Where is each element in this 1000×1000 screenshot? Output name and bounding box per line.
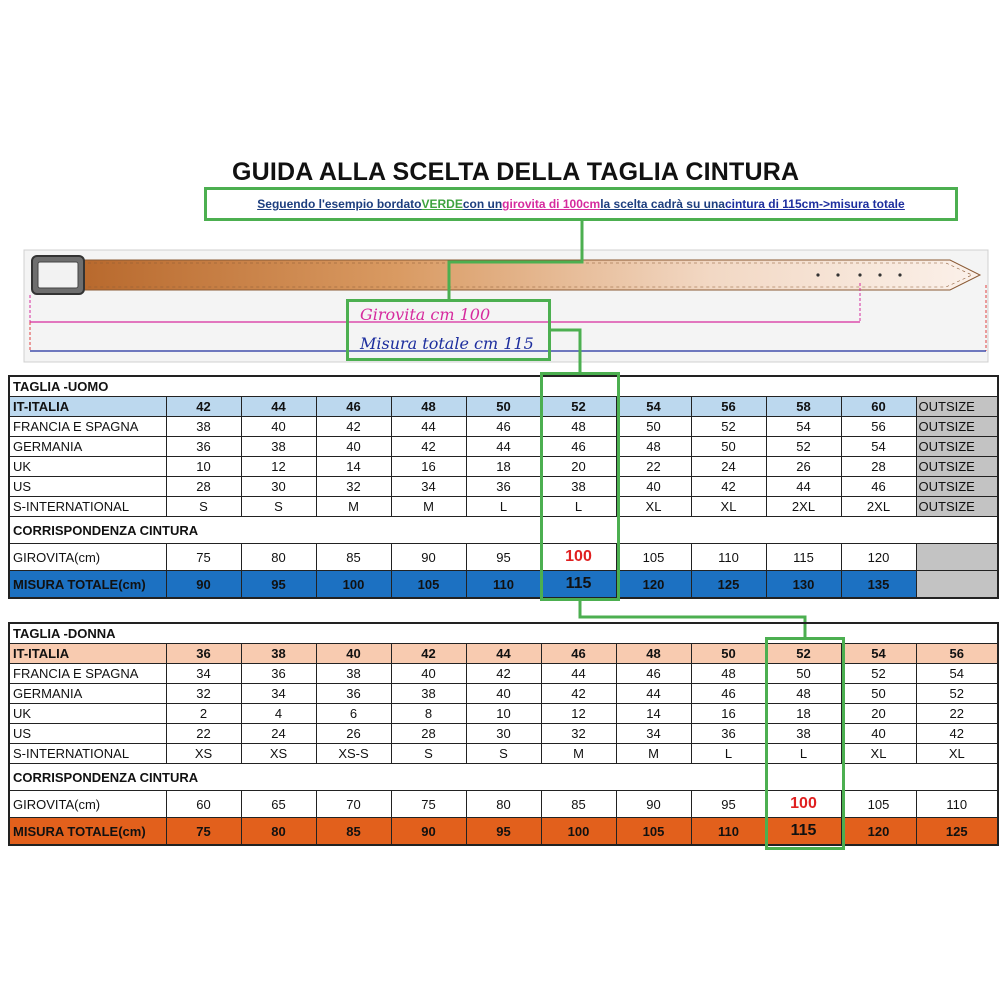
table-cell: S bbox=[166, 497, 241, 517]
table-cell: 120 bbox=[841, 818, 916, 846]
table-cell: 42 bbox=[541, 684, 616, 704]
instruction-green-word: VERDE bbox=[421, 197, 463, 211]
row-label: FRANCIA E SPAGNA bbox=[9, 664, 166, 684]
section-title: TAGLIA -UOMO bbox=[9, 376, 998, 397]
table-cell: OUTSIZE bbox=[916, 397, 998, 417]
table-cell: 12 bbox=[241, 457, 316, 477]
table-cell: 24 bbox=[691, 457, 766, 477]
table-cell: 105 bbox=[391, 571, 466, 599]
table-cell: 110 bbox=[466, 571, 541, 599]
table-cell: OUTSIZE bbox=[916, 457, 998, 477]
table-row bbox=[9, 417, 998, 437]
women-size-table bbox=[8, 622, 999, 846]
table-cell: 32 bbox=[166, 684, 241, 704]
table-cell: 85 bbox=[541, 791, 616, 818]
table-cell: 58 bbox=[766, 397, 841, 417]
instruction-part-1: Seguendo l'esempio bordato bbox=[257, 197, 422, 211]
table-cell bbox=[916, 571, 998, 599]
table-cell: 38 bbox=[316, 664, 391, 684]
table-cell: 105 bbox=[841, 791, 916, 818]
table-cell: 135 bbox=[841, 571, 916, 599]
table-cell: 40 bbox=[241, 417, 316, 437]
table-cell: 125 bbox=[916, 818, 998, 846]
table-cell: 95 bbox=[466, 818, 541, 846]
table-cell: 28 bbox=[166, 477, 241, 497]
table-cell: L bbox=[766, 744, 841, 764]
table-row bbox=[9, 704, 998, 724]
table-cell: 52 bbox=[916, 684, 998, 704]
table-cell: XS bbox=[166, 744, 241, 764]
table-cell: 44 bbox=[466, 644, 541, 664]
table-cell: 60 bbox=[841, 397, 916, 417]
table-cell: 90 bbox=[391, 544, 466, 571]
table-cell: 90 bbox=[616, 791, 691, 818]
table-cell: 28 bbox=[841, 457, 916, 477]
table-cell: OUTSIZE bbox=[916, 417, 998, 437]
table-cell: 42 bbox=[466, 664, 541, 684]
table-cell: S bbox=[466, 744, 541, 764]
row-label: GERMANIA bbox=[9, 684, 166, 704]
table-cell: 6 bbox=[316, 704, 391, 724]
table-cell: 2XL bbox=[841, 497, 916, 517]
table-cell: 115 bbox=[766, 818, 841, 846]
table-cell: 30 bbox=[241, 477, 316, 497]
table-cell: 65 bbox=[241, 791, 316, 818]
row-label: GIROVITA(cm) bbox=[9, 544, 166, 571]
table-cell: 40 bbox=[616, 477, 691, 497]
table-cell: 36 bbox=[166, 437, 241, 457]
table-cell: OUTSIZE bbox=[916, 437, 998, 457]
table-cell: 38 bbox=[241, 437, 316, 457]
table-cell: 32 bbox=[316, 477, 391, 497]
table-cell: 10 bbox=[166, 457, 241, 477]
table-cell: 46 bbox=[541, 644, 616, 664]
table-cell: 40 bbox=[391, 664, 466, 684]
table-cell: L bbox=[541, 497, 616, 517]
table-cell: 30 bbox=[466, 724, 541, 744]
table-cell: 48 bbox=[691, 664, 766, 684]
table-cell: XS bbox=[241, 744, 316, 764]
row-label: GIROVITA(cm) bbox=[9, 791, 166, 818]
table-cell: 16 bbox=[691, 704, 766, 724]
table-cell: 105 bbox=[616, 544, 691, 571]
table-cell: 18 bbox=[766, 704, 841, 724]
row-label: US bbox=[9, 724, 166, 744]
table-cell: L bbox=[691, 744, 766, 764]
totale-label: Misura totale cm 115 bbox=[360, 334, 534, 353]
table-cell: 38 bbox=[391, 684, 466, 704]
table-cell: XS-S bbox=[316, 744, 391, 764]
table-cell: 100 bbox=[766, 791, 841, 818]
corrispondenza-title: CORRISPONDENZA CINTURA bbox=[9, 517, 998, 544]
row-label: MISURA TOTALE(cm) bbox=[9, 818, 166, 846]
table-cell: 36 bbox=[166, 644, 241, 664]
table-cell: 40 bbox=[316, 437, 391, 457]
table-cell: 110 bbox=[916, 791, 998, 818]
table-cell: 46 bbox=[841, 477, 916, 497]
table-row bbox=[9, 684, 998, 704]
table-cell: 75 bbox=[166, 544, 241, 571]
table-cell: 48 bbox=[391, 397, 466, 417]
table-cell: 50 bbox=[616, 417, 691, 437]
row-label: IT-ITALIA bbox=[9, 397, 166, 417]
instruction-girovita: girovita di 100cm bbox=[502, 197, 601, 211]
table-cell: 46 bbox=[316, 397, 391, 417]
table-cell: 14 bbox=[316, 457, 391, 477]
row-label: IT-ITALIA bbox=[9, 644, 166, 664]
table-cell: 110 bbox=[691, 544, 766, 571]
table-cell: 10 bbox=[466, 704, 541, 724]
table-cell: 42 bbox=[166, 397, 241, 417]
table-cell: 38 bbox=[766, 724, 841, 744]
table-cell: 16 bbox=[391, 457, 466, 477]
table-row bbox=[9, 644, 998, 664]
men-size-table bbox=[8, 375, 999, 599]
section-header bbox=[9, 376, 998, 397]
table-cell: 125 bbox=[691, 571, 766, 599]
table-cell: 44 bbox=[391, 417, 466, 437]
table-cell: 100 bbox=[316, 571, 391, 599]
table-cell: 56 bbox=[691, 397, 766, 417]
row-label: S-INTERNATIONAL bbox=[9, 744, 166, 764]
misura-totale-row bbox=[9, 818, 998, 846]
table-cell: 18 bbox=[466, 457, 541, 477]
table-cell: S bbox=[241, 497, 316, 517]
table-cell: 44 bbox=[616, 684, 691, 704]
table-cell: 90 bbox=[391, 818, 466, 846]
table-row bbox=[9, 497, 998, 517]
table-cell: 54 bbox=[841, 437, 916, 457]
section-header bbox=[9, 517, 998, 544]
table-cell: 44 bbox=[541, 664, 616, 684]
table-row bbox=[9, 664, 998, 684]
table-cell: M bbox=[616, 744, 691, 764]
table-cell: 48 bbox=[766, 684, 841, 704]
section-header bbox=[9, 764, 998, 791]
table-cell: M bbox=[391, 497, 466, 517]
table-cell: 20 bbox=[841, 704, 916, 724]
table-cell: 20 bbox=[541, 457, 616, 477]
table-cell: 12 bbox=[541, 704, 616, 724]
table-cell: 34 bbox=[241, 684, 316, 704]
table-cell: OUTSIZE bbox=[916, 497, 998, 517]
page-title: GUIDA ALLA SCELTA DELLA TAGLIA CINTURA bbox=[232, 158, 800, 186]
table-cell: XL bbox=[841, 744, 916, 764]
table-cell: 2 bbox=[166, 704, 241, 724]
table-cell: 2XL bbox=[766, 497, 841, 517]
table-cell: 40 bbox=[466, 684, 541, 704]
table-cell: 56 bbox=[916, 644, 998, 664]
table-cell: 4 bbox=[241, 704, 316, 724]
table-cell: 26 bbox=[316, 724, 391, 744]
table-row bbox=[9, 437, 998, 457]
table-cell: 44 bbox=[466, 437, 541, 457]
table-cell: OUTSIZE bbox=[916, 477, 998, 497]
table-cell: 56 bbox=[841, 417, 916, 437]
table-cell: 8 bbox=[391, 704, 466, 724]
table-cell: 120 bbox=[841, 544, 916, 571]
table-cell: 85 bbox=[316, 544, 391, 571]
table-cell: 115 bbox=[541, 571, 616, 599]
table-cell: 42 bbox=[316, 417, 391, 437]
table-cell: 36 bbox=[691, 724, 766, 744]
table-cell: 28 bbox=[391, 724, 466, 744]
table-cell: 75 bbox=[391, 791, 466, 818]
table-cell: 46 bbox=[691, 684, 766, 704]
table-cell: 38 bbox=[241, 644, 316, 664]
table-cell: 38 bbox=[166, 417, 241, 437]
table-cell: 75 bbox=[166, 818, 241, 846]
table-cell: 48 bbox=[616, 644, 691, 664]
table-cell: 70 bbox=[316, 791, 391, 818]
table-cell: 90 bbox=[166, 571, 241, 599]
row-label: MISURA TOTALE(cm) bbox=[9, 571, 166, 599]
girovita-label: Girovita cm 100 bbox=[360, 305, 491, 324]
table-cell: 50 bbox=[841, 684, 916, 704]
table-cell: 95 bbox=[466, 544, 541, 571]
table-cell: 32 bbox=[541, 724, 616, 744]
row-label: GERMANIA bbox=[9, 437, 166, 457]
table-cell: XL bbox=[616, 497, 691, 517]
table-cell: 38 bbox=[541, 477, 616, 497]
row-label: UK bbox=[9, 457, 166, 477]
table-cell: 34 bbox=[166, 664, 241, 684]
section-title: TAGLIA -DONNA bbox=[9, 623, 998, 644]
table-cell: S bbox=[391, 744, 466, 764]
instruction-part-5: la scelta cadrà su una bbox=[600, 197, 725, 211]
table-cell: 130 bbox=[766, 571, 841, 599]
table-cell: L bbox=[466, 497, 541, 517]
table-cell: 34 bbox=[391, 477, 466, 497]
table-cell: 34 bbox=[616, 724, 691, 744]
table-cell: 48 bbox=[541, 417, 616, 437]
table-row bbox=[9, 477, 998, 497]
row-label: US bbox=[9, 477, 166, 497]
table-cell: 95 bbox=[691, 791, 766, 818]
table-cell: 120 bbox=[616, 571, 691, 599]
corrispondenza-title: CORRISPONDENZA CINTURA bbox=[9, 764, 998, 791]
misura-totale-row bbox=[9, 571, 998, 599]
table-row bbox=[9, 744, 998, 764]
row-label: S-INTERNATIONAL bbox=[9, 497, 166, 517]
section-header bbox=[9, 623, 998, 644]
table-cell: 52 bbox=[541, 397, 616, 417]
table-cell bbox=[916, 544, 998, 571]
table-cell: 105 bbox=[616, 818, 691, 846]
table-cell: 50 bbox=[691, 644, 766, 664]
table-cell: 46 bbox=[541, 437, 616, 457]
table-cell: 24 bbox=[241, 724, 316, 744]
table-cell: 48 bbox=[616, 437, 691, 457]
row-label: UK bbox=[9, 704, 166, 724]
table-cell: 54 bbox=[916, 664, 998, 684]
table-cell: 110 bbox=[691, 818, 766, 846]
row-label: FRANCIA E SPAGNA bbox=[9, 417, 166, 437]
instruction-cintura: cintura di 115cm->misura totale bbox=[724, 197, 905, 211]
table-cell: 44 bbox=[241, 397, 316, 417]
table-cell: 95 bbox=[241, 571, 316, 599]
table-cell: 40 bbox=[316, 644, 391, 664]
table-cell: 50 bbox=[766, 664, 841, 684]
table-cell: 54 bbox=[766, 417, 841, 437]
table-cell: 54 bbox=[841, 644, 916, 664]
table-cell: 80 bbox=[241, 544, 316, 571]
table-row bbox=[9, 397, 998, 417]
table-cell: 50 bbox=[466, 397, 541, 417]
table-cell: 36 bbox=[241, 664, 316, 684]
table-cell: 52 bbox=[841, 664, 916, 684]
table-cell: 100 bbox=[541, 544, 616, 571]
table-cell: 42 bbox=[691, 477, 766, 497]
table-cell: 80 bbox=[241, 818, 316, 846]
table-cell: 80 bbox=[466, 791, 541, 818]
table-cell: 36 bbox=[466, 477, 541, 497]
table-cell: 26 bbox=[766, 457, 841, 477]
instruction-part-3: con un bbox=[462, 197, 503, 211]
table-cell: 50 bbox=[691, 437, 766, 457]
table-cell: 52 bbox=[691, 417, 766, 437]
table-cell: 22 bbox=[616, 457, 691, 477]
table-cell: 42 bbox=[391, 437, 466, 457]
table-cell: 46 bbox=[616, 664, 691, 684]
table-cell: XL bbox=[691, 497, 766, 517]
table-cell: XL bbox=[916, 744, 998, 764]
table-cell: 14 bbox=[616, 704, 691, 724]
table-cell: 36 bbox=[316, 684, 391, 704]
table-cell: 22 bbox=[166, 724, 241, 744]
table-cell: 40 bbox=[841, 724, 916, 744]
table-row bbox=[9, 457, 998, 477]
table-cell: 42 bbox=[916, 724, 998, 744]
table-cell: 42 bbox=[391, 644, 466, 664]
table-cell: 44 bbox=[766, 477, 841, 497]
table-cell: 115 bbox=[766, 544, 841, 571]
table-cell: 52 bbox=[766, 437, 841, 457]
table-cell: 22 bbox=[916, 704, 998, 724]
table-cell: 54 bbox=[616, 397, 691, 417]
table-cell: 85 bbox=[316, 818, 391, 846]
girovita-row bbox=[9, 791, 998, 818]
girovita-row bbox=[9, 544, 998, 571]
table-cell: 60 bbox=[166, 791, 241, 818]
table-cell: M bbox=[541, 744, 616, 764]
table-cell: 46 bbox=[466, 417, 541, 437]
table-cell: M bbox=[316, 497, 391, 517]
table-cell: 100 bbox=[541, 818, 616, 846]
table-cell: 52 bbox=[766, 644, 841, 664]
table-row bbox=[9, 724, 998, 744]
